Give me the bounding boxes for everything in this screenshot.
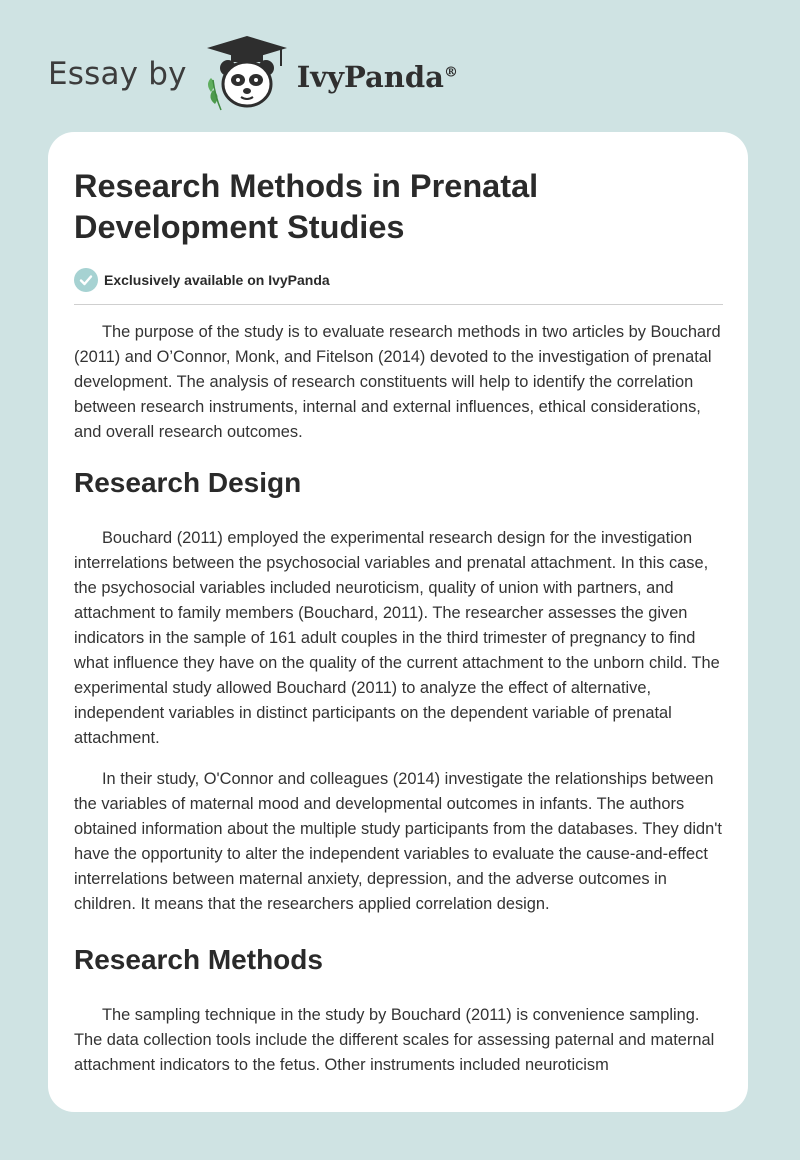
- essay-card: [48, 132, 748, 1112]
- brand-name: IvyPanda®: [296, 60, 458, 94]
- paragraph: Bouchard (2011) employed the experimental research design for the investigation interrelations between the psychosocial variables and prenatal attachment. In this case, the psychosocial variables included neuroticism, quality of union with partners, and attachment to family members (Bouchard, 2011). The researcher assesses the given indicators in the sample of 161 adult couples in the third trimester of pregnancy to find what influence they have on the quality of the current attachment to the unborn child. The experimental study allowed Bouchard (2011) to analyze the effect of alternative, independent variables in distinct participants on the dependent variable of prenatal attachment.: [74, 529, 720, 747]
- site-header: [48, 34, 458, 114]
- exclusive-badge: [74, 268, 722, 292]
- registered-mark: ®: [443, 64, 458, 81]
- section-heading-research-methods: Research Methods: [74, 944, 323, 975]
- divider: [74, 304, 723, 305]
- paragraph: The sampling technique in the study by Bouchard (2011) is convenience sampling. The data collection tools include the different scales for assessing paternal and maternal attachment indicators to the fetus. Other instruments included neuroticism: [74, 1006, 715, 1074]
- intro-paragraph: The purpose of the study is to evaluate research methods in two articles by Bouchard (2011) and O’Connor, Monk, and Fitelson (2014) devoted to the investigation of prenatal development. The analysis of research constituents will help to identify the correlation between research instruments, internal and external influences, ethical considerations, and overall research outcomes.: [74, 323, 721, 441]
- badge-label: Exclusively available on IvyPanda: [104, 272, 330, 288]
- essay-by-label: Essay by: [48, 56, 187, 92]
- panda-logo-icon: [201, 34, 293, 114]
- section-heading-research-design: Research Design: [74, 467, 302, 498]
- page-title: Research Methods in Prenatal Development Studies: [74, 168, 539, 245]
- check-icon: [74, 268, 98, 292]
- paragraph: In their study, O'Connor and colleagues (2014) investigate the relationships between the variables of maternal mood and developmental outcomes in infants. The authors obtained information about the multiple study participants from the databases. They didn't have the opportunity to alter the independent variables to evaluate the cause-and-effect interrelations between maternal anxiety, depression, and the adverse outcomes in children. It means that the researchers applied correlation design.: [74, 770, 722, 913]
